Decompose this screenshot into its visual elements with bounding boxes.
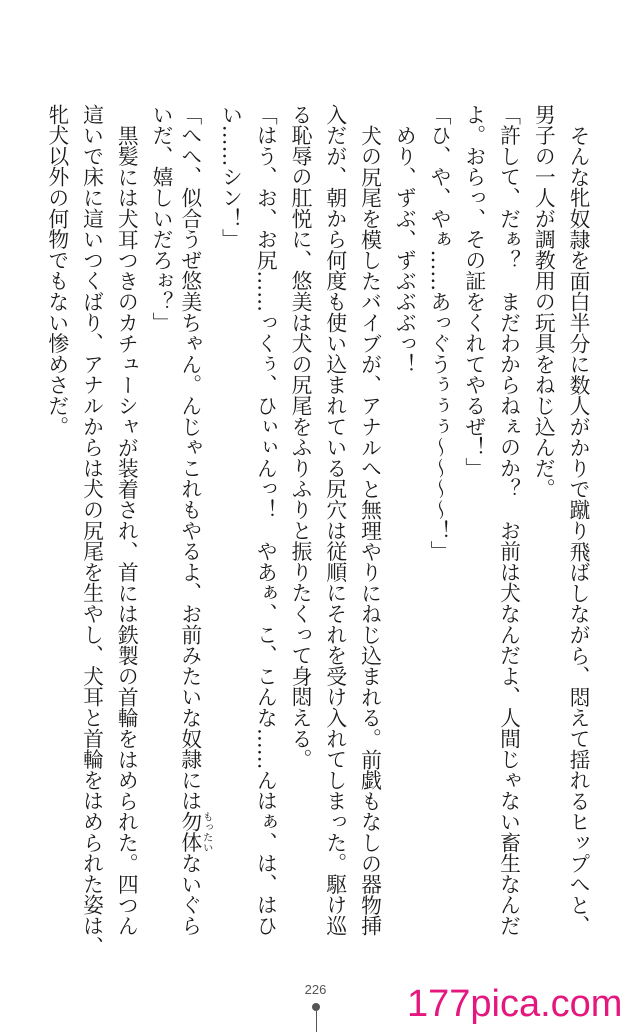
text-column: 「許して、だぁ？ まだわからねぇのか？ お前は犬なんだよ、人間じゃない畜生なんだ — [496, 104, 521, 936]
text-column: 「ひ、や、やぁ……あっぐうぅぅぅ〜〜〜〜！」 — [427, 104, 451, 562]
text-column: いだ、嬉しいだろぉ？」 — [149, 104, 173, 333]
ruby-reading: もったい — [200, 811, 213, 853]
text-column: 黒髪には犬耳つきのカチューシャが装着され、首には鉄製の首輪をはめられた。四つん — [114, 124, 139, 936]
page-number: 226 — [304, 982, 327, 997]
text-column: 犬の尻尾を模したバイブが、アナルへと無理やりにねじ込まれる。前戯もなしの器物挿 — [357, 124, 382, 936]
folio-line-ornament — [316, 1011, 317, 1032]
text-column: 入だが、朝から何度も使い込まれている尻穴は従順にそれを受け入れてしまった。駆け巡 — [322, 104, 347, 936]
text-column: る恥辱の肛悦に、悠美は犬の尻尾をふりふりと振りたくって身悶える。 — [288, 104, 312, 770]
text-segment: 「へへ、似合うぜ悠美ちゃん。んじゃこれもやるよ、お前みたいな奴隷には — [177, 104, 202, 812]
folio-dot-ornament — [312, 1003, 320, 1011]
text-segment: ないぐら — [177, 852, 202, 937]
watermark-text: 177pica.com — [407, 983, 623, 1025]
ruby-annotation — [177, 811, 213, 853]
text-column: 牝犬以外の何物でもない惨めさだ。 — [44, 104, 69, 437]
text-column — [178, 104, 213, 984]
text-column: よ。おらっ、その証をくれてやるぜ！」 — [461, 104, 486, 479]
text-column: い……シン！」 — [218, 104, 243, 250]
body-text — [39, 104, 595, 984]
text-column: 這いで床に這いつくばり、アナルからは犬の尻尾を生やし、犬耳と首輪をはめられた姿は、 — [79, 104, 104, 957]
text-column: そんな牝奴隷を面白半分に数人がかりで蹴り飛ばしながら、悶えて揺れるヒップへと、 — [566, 124, 590, 936]
text-column: 男子の一人が調教用の玩具をねじ込んだ。 — [531, 104, 556, 500]
ruby-base: 勿体 — [177, 811, 202, 853]
text-column: めり、ずぶ、ずぶぶぶっ！ — [392, 124, 417, 375]
text-column: 「はう、お、お尻……っくぅ、ひぃぃんっ！ やあぁ、こ、こんな……んはぁ、は、はひ — [253, 104, 278, 936]
